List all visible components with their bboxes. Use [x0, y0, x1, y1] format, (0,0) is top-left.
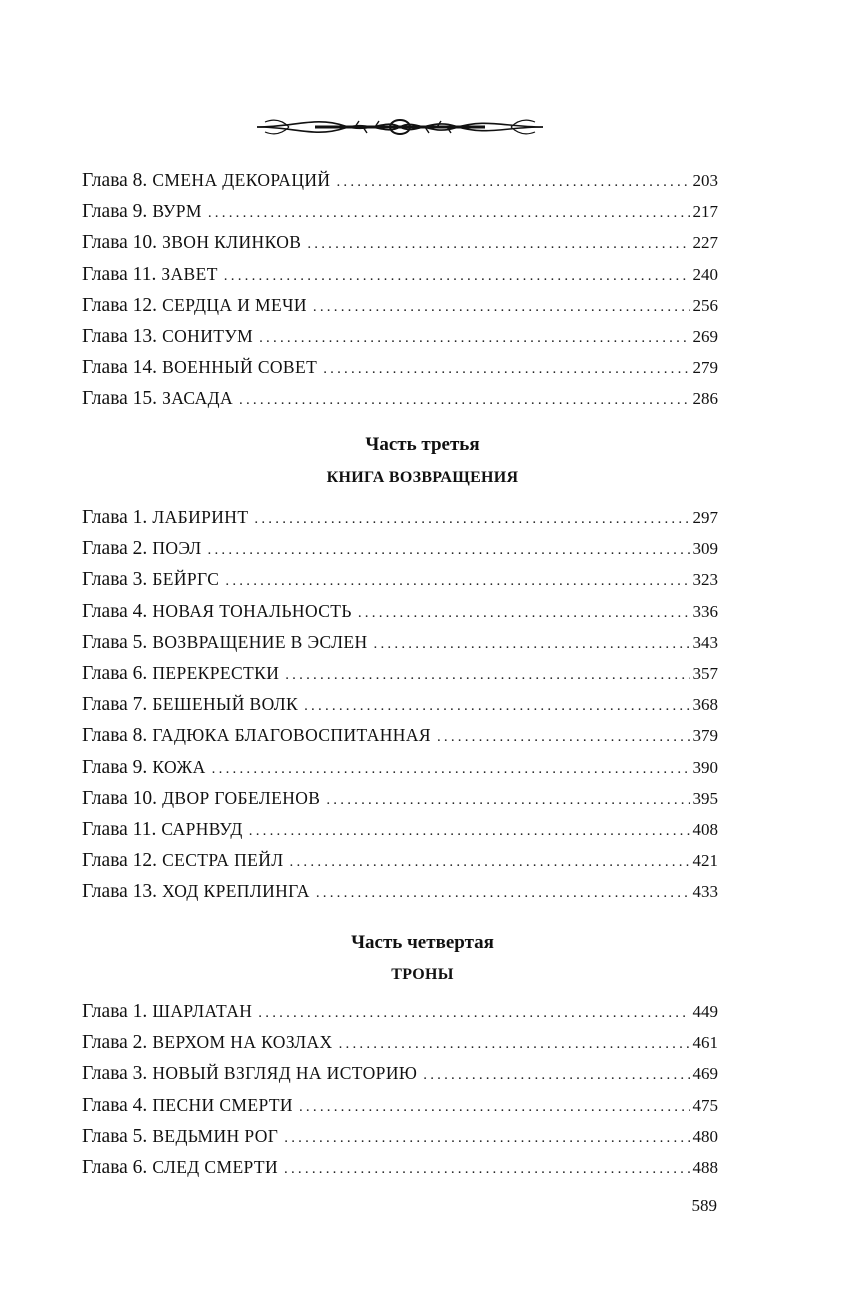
- toc-entry: [82, 876, 718, 907]
- toc-entry: [82, 814, 718, 845]
- toc-entry: [82, 1027, 718, 1058]
- chapter-title: ЗАСАДА: [162, 388, 234, 409]
- chapter-number: Глава 3.: [82, 569, 148, 591]
- chapter-title: ШАРЛАТАН: [152, 1001, 253, 1021]
- part3-subtitle: КНИГА ВОЗВРАЩЕНИЯ: [326, 469, 519, 486]
- chapter-title: БЕЙРГС: [152, 569, 220, 590]
- toc-part2-chapter-list: [82, 165, 718, 415]
- chapter-page-number: 408: [692, 819, 718, 839]
- chapter-title: ПЕРЕКРЕСТКИ: [152, 662, 280, 683]
- chapter-title: БЕШЕНЫЙ ВОЛК: [152, 694, 299, 715]
- chapter-title: КОЖА: [152, 756, 206, 777]
- chapter-number: Глава 2.: [82, 1032, 148, 1054]
- chapter-number: Глава 5.: [82, 631, 148, 653]
- toc-entry: [82, 383, 718, 414]
- chapter-title: ПОЭЛ: [152, 538, 202, 559]
- toc-entry: [82, 845, 718, 876]
- chapter-page-number: 279: [692, 358, 718, 378]
- toc-entry: [82, 596, 718, 627]
- chapter-page-number: 217: [692, 202, 718, 222]
- chapter-title: ПЕСНИ СМЕРТИ: [152, 1094, 293, 1115]
- dot-leader: [259, 323, 689, 354]
- chapter-title: ВУРМ: [152, 201, 202, 222]
- toc-entry: [82, 533, 718, 564]
- dot-leader: [339, 1029, 690, 1060]
- part3-heading: Часть третья: [365, 434, 480, 455]
- chapter-title: ГАДЮКА БЛАГОВОСПИТАННАЯ: [152, 725, 431, 746]
- chapter-page-number: 488: [692, 1157, 718, 1177]
- chapter-page-number: 336: [692, 601, 718, 621]
- chapter-number: Глава 13.: [82, 881, 158, 903]
- toc-entry: [82, 290, 718, 321]
- chapter-page-number: 461: [692, 1033, 718, 1053]
- chapter-title: СЛЕД СМЕРТИ: [152, 1156, 279, 1177]
- chapter-page-number: 395: [692, 788, 718, 808]
- chapter-number: Глава 5.: [82, 1125, 148, 1147]
- dot-leader: [313, 292, 690, 323]
- toc-entry: [82, 627, 718, 658]
- toc-entry: [82, 227, 718, 258]
- chapter-page-number: 343: [692, 632, 718, 652]
- chapter-page-number: 379: [692, 726, 718, 746]
- chapter-page-number: 449: [692, 1002, 718, 1021]
- chapter-page-number: 421: [692, 851, 718, 871]
- toc-entry: [82, 689, 718, 720]
- chapter-page-number: 269: [692, 326, 718, 346]
- chapter-number: Глава 15.: [82, 388, 158, 410]
- dot-leader: [423, 1060, 689, 1091]
- chapter-number: Глава 13.: [82, 325, 158, 347]
- toc-entry: [82, 564, 718, 595]
- chapter-title: СМЕНА ДЕКОРАЦИЙ: [152, 170, 331, 190]
- part4-subtitle: ТРОНЫ: [391, 966, 454, 983]
- dot-leader: [437, 722, 690, 753]
- chapter-title: ВОЗВРАЩЕНИЕ В ЭСЛЕН: [152, 631, 368, 652]
- chapter-title: ВЕРХОМ НА КОЗЛАХ: [152, 1032, 333, 1053]
- dot-leader: [254, 504, 689, 535]
- toc-entry: [82, 1121, 718, 1152]
- chapter-title: НОВЫЙ ВЗГЛЯД НА ИСТОРИЮ: [152, 1063, 418, 1084]
- toc-entry: [82, 720, 718, 751]
- toc-entry: [82, 321, 718, 352]
- dot-leader: [284, 1123, 689, 1154]
- chapter-title: ВОЕННЫЙ СОВЕТ: [162, 357, 318, 378]
- chapter-number: Глава 9.: [82, 201, 148, 223]
- dot-leader: [316, 878, 690, 909]
- dot-leader: [307, 229, 689, 260]
- chapter-title: НОВАЯ ТОНАЛЬНОСТЬ: [152, 600, 352, 621]
- dot-leader: [358, 598, 690, 629]
- chapter-title: СОНИТУМ: [162, 325, 254, 346]
- dot-leader: [249, 816, 690, 847]
- chapter-number: Глава 6.: [82, 662, 148, 684]
- chapter-number: Глава 10.: [82, 232, 158, 254]
- toc-part4-chapter-list: [82, 996, 718, 1183]
- dot-leader: [374, 629, 690, 660]
- dot-leader: [208, 535, 690, 566]
- chapter-page-number: 480: [692, 1126, 718, 1146]
- dot-leader: [284, 1154, 689, 1185]
- chapter-title: САРНВУД: [161, 818, 243, 839]
- chapter-number: Глава 11.: [82, 818, 157, 840]
- chapter-number: Глава 1.: [82, 1001, 148, 1022]
- chapter-title: СЕРДЦА И МЕЧИ: [162, 294, 307, 315]
- chapter-number: Глава 4.: [82, 1094, 148, 1116]
- chapter-page-number: 286: [692, 389, 718, 409]
- chapter-number: Глава 12.: [82, 850, 158, 872]
- chapter-number: Глава 6.: [82, 1156, 148, 1178]
- toc-entry: [82, 783, 718, 814]
- chapter-number: Глава 14.: [82, 357, 158, 379]
- chapter-title: ЗВОН КЛИНКОВ: [162, 232, 302, 253]
- dot-leader: [285, 660, 689, 691]
- toc-entry: [82, 196, 718, 227]
- chapter-page-number: 240: [692, 264, 718, 284]
- dot-leader: [212, 754, 690, 785]
- chapter-page-number: 368: [692, 695, 718, 715]
- chapter-title: ДВОР ГОБЕЛЕНОВ: [162, 787, 321, 808]
- toc-part3-chapter-list: [82, 502, 718, 907]
- part4-heading: Часть четвертая: [351, 932, 494, 953]
- dot-leader: [299, 1092, 690, 1123]
- chapter-page-number: 475: [692, 1095, 718, 1115]
- toc-entry: [82, 1090, 718, 1121]
- chapter-number: Глава 11.: [82, 263, 157, 285]
- page-number: 589: [691, 1196, 717, 1215]
- chapter-number: Глава 8.: [82, 170, 148, 191]
- toc-entry: [82, 352, 718, 383]
- chapter-page-number: 390: [692, 757, 718, 777]
- dot-leader: [326, 785, 689, 816]
- dot-leader: [239, 385, 689, 416]
- chapter-page-number: 309: [692, 539, 718, 559]
- chapter-title: ВЕДЬМИН РОГ: [152, 1125, 279, 1146]
- dot-leader: [304, 691, 689, 722]
- chapter-number: Глава 4.: [82, 600, 148, 622]
- chapter-number: Глава 3.: [82, 1063, 148, 1085]
- chapter-number: Глава 9.: [82, 756, 148, 778]
- dot-leader: [258, 998, 689, 1029]
- chapter-title: ЛАБИРИНТ: [152, 507, 249, 527]
- chapter-page-number: 469: [692, 1064, 718, 1084]
- chapter-number: Глава 8.: [82, 725, 148, 747]
- dot-leader: [290, 847, 690, 878]
- chapter-page-number: 433: [692, 882, 718, 902]
- chapter-number: Глава 1.: [82, 507, 148, 528]
- toc-entry: [82, 1152, 718, 1183]
- toc-entry: [82, 165, 718, 196]
- chapter-title: СЕСТРА ПЕЙЛ: [162, 850, 284, 871]
- dot-leader: [225, 566, 689, 597]
- chapter-page-number: 323: [692, 570, 718, 590]
- toc-entry: [82, 1058, 718, 1089]
- toc-entry: [82, 996, 718, 1027]
- chapter-number: Глава 10.: [82, 787, 158, 809]
- toc-entry: [82, 502, 718, 533]
- dot-leader: [208, 198, 690, 229]
- chapter-title: ХОД КРЕПЛИНГА: [162, 881, 310, 902]
- chapter-number: Глава 12.: [82, 294, 158, 316]
- chapter-page-number: 227: [692, 233, 718, 253]
- dot-leader: [224, 261, 690, 292]
- chapter-page-number: 256: [692, 295, 718, 315]
- chapter-number: Глава 2.: [82, 538, 148, 560]
- toc-entry: [82, 658, 718, 689]
- dot-leader: [323, 354, 689, 385]
- vine-flourish-icon: [255, 112, 545, 142]
- chapter-number: Глава 7.: [82, 694, 148, 716]
- chapter-page-number: 357: [692, 663, 718, 683]
- chapter-title: ЗАВЕТ: [161, 263, 218, 284]
- chapter-page-number: 203: [692, 171, 718, 190]
- toc-entry: [82, 259, 718, 290]
- toc-entry: [82, 752, 718, 783]
- dot-leader: [336, 167, 689, 198]
- chapter-page-number: 297: [692, 508, 718, 527]
